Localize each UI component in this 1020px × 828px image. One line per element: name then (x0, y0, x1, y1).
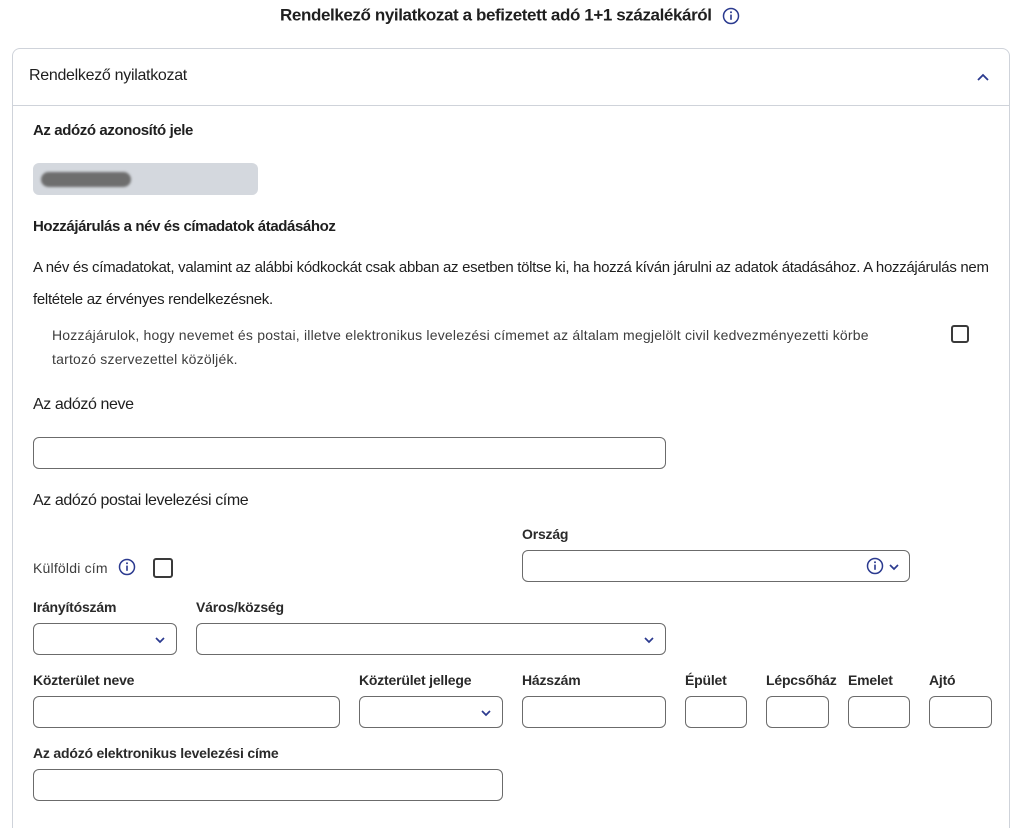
floor-input[interactable] (848, 696, 910, 728)
zip-label: Irányítószám (33, 599, 117, 615)
name-label: Az adózó neve (33, 396, 134, 413)
building-input[interactable] (685, 696, 747, 728)
staircase-input[interactable] (766, 696, 829, 728)
email-input[interactable] (33, 769, 503, 801)
page-title (0, 4, 1020, 27)
street-type-label: Közterület jellege (359, 672, 472, 688)
foreign-address-label: Külföldi cím (33, 560, 108, 576)
city-label: Város/község (196, 599, 284, 615)
redacted-value (41, 172, 131, 187)
country-info-icon[interactable] (866, 557, 884, 575)
page-title-text: Rendelkező nyilatkozat a befizetett adó 1+1 százalékáról (280, 5, 712, 25)
country-select[interactable] (522, 550, 910, 582)
consent-heading: Hozzájárulás a név és címadatok átadásához (33, 218, 336, 235)
door-label: Ajtó (929, 672, 956, 688)
house-number-label: Házszám (522, 672, 581, 688)
building-label: Épület (685, 672, 727, 688)
house-number-input[interactable] (522, 696, 666, 728)
chevron-down-icon (887, 560, 901, 574)
name-input[interactable] (33, 437, 666, 469)
chevron-down-icon (642, 633, 656, 647)
street-name-input[interactable] (33, 696, 340, 728)
floor-label: Emelet (848, 672, 893, 688)
taxpayer-id-field (33, 163, 258, 195)
panel-title: Rendelkező nyilatkozat (29, 67, 187, 84)
city-select[interactable] (196, 623, 666, 655)
zip-select[interactable] (33, 623, 177, 655)
street-name-label: Közterület neve (33, 672, 135, 688)
postal-heading: Az adózó postai levelezési címe (33, 492, 249, 509)
consent-checkbox-text: Hozzájárulok, hogy nevemet és postai, illetve elektronikus levelezési címemet az általam megjelölt civil kedvezményezetti körbe tartozó szervezettel közöljék. (52, 327, 869, 367)
info-icon[interactable] (722, 7, 740, 25)
panel-header[interactable] (13, 49, 1009, 106)
chevron-down-icon (479, 706, 493, 720)
door-input[interactable] (929, 696, 992, 728)
foreign-info-icon[interactable] (118, 558, 136, 576)
consent-checkbox[interactable] (951, 325, 969, 343)
consent-paragraph: A név és címadatokat, valamint az alábbi kódkockát csak abban az esetben töltse ki, ha hozzá kíván járulni az adatok átadásához. A hozzájárulás nem feltétele az érvényes rendelkezésnek. (33, 259, 989, 308)
country-label: Ország (522, 526, 569, 542)
chevron-up-icon[interactable] (975, 69, 991, 85)
chevron-down-icon (153, 633, 167, 647)
street-type-select[interactable] (359, 696, 503, 728)
staircase-label: Lépcsőház (766, 672, 837, 688)
taxpayer-id-label: Az adózó azonosító jele (33, 122, 193, 139)
email-label: Az adózó elektronikus levelezési címe (33, 745, 279, 761)
foreign-address-checkbox[interactable] (153, 558, 173, 578)
